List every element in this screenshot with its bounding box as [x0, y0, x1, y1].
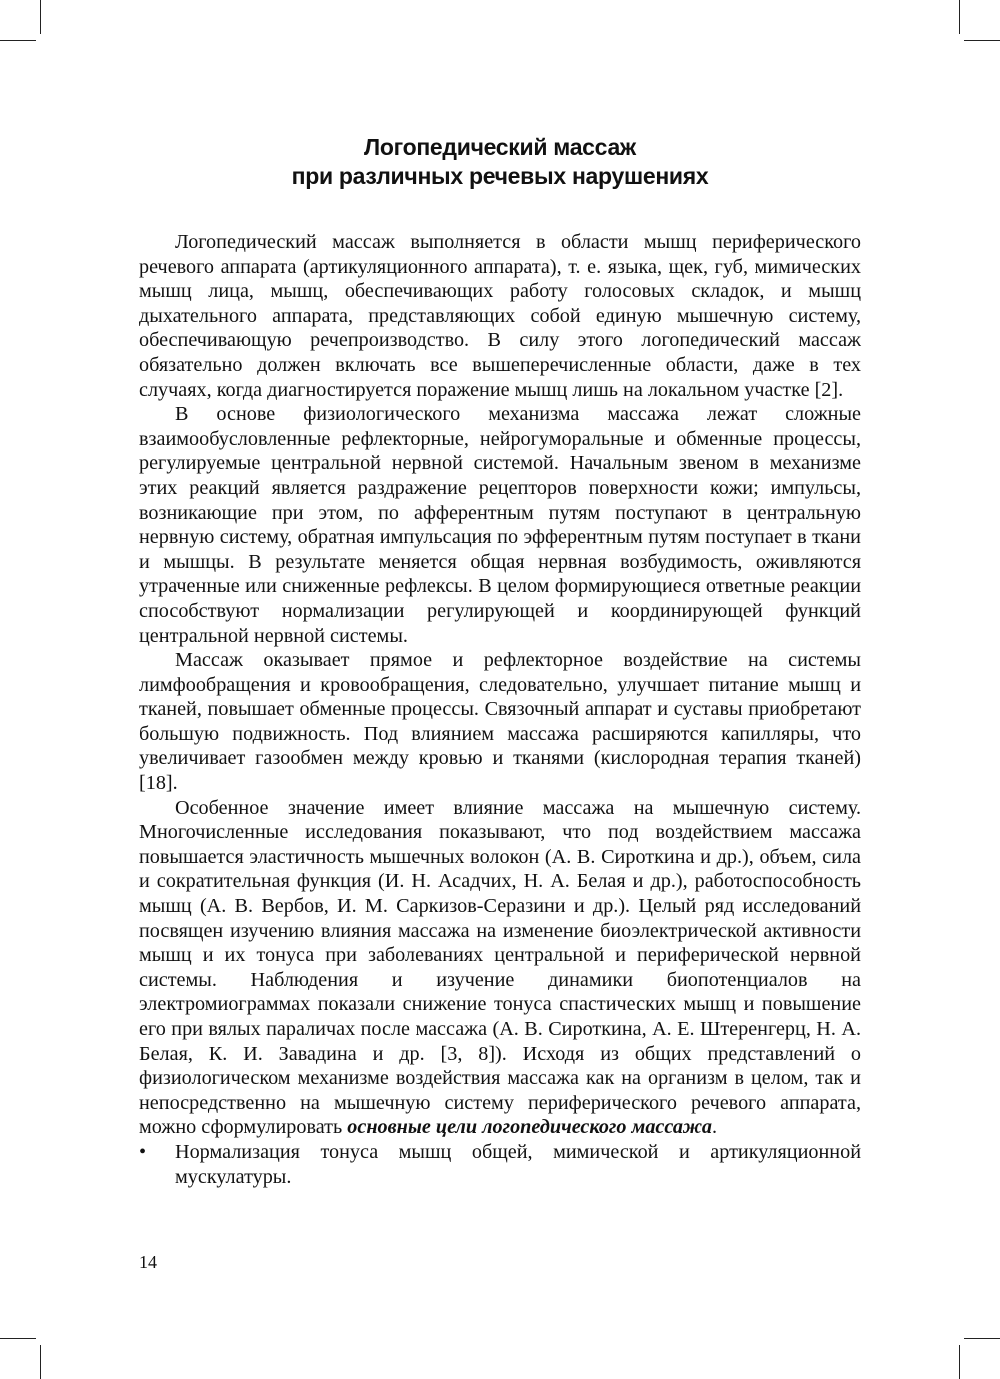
crop-mark-top-left [40, 0, 41, 34]
page-title [140, 133, 860, 191]
crop-mark-top-left-h [0, 40, 36, 41]
crop-mark-bottom-left [40, 1345, 41, 1379]
crop-mark-bottom-right [959, 1345, 960, 1379]
paragraph-end: . [711, 1116, 718, 1139]
list-item-text: Нормализация тонуса мышц общей, мимической и артикуляционной мускулатуры. [175, 1140, 861, 1188]
crop-mark-bottom-left-h [0, 1338, 36, 1339]
bullet-icon: • [139, 1140, 147, 1163]
paragraph: В основе физиологического механизма массажа лежат сложные взаимообусловленные рефлекторные, нейрогуморальные и обменные процессы, регулируемые центральной нервной системой. Начальным звеном в механизме этих реакций является раздражение рецепторов поверхности кожи; импульсы, возникающие при этом, по афферентным путям поступают в центральную нервную систему, обратная импульсация по эфферентным путям поступает в ткани и мышцы. В результате меняется общая нервная возбудимость, оживляются утраченные или сниженные рефлексы. В целом формирующиеся ответные реакции способствуют нормализации регулирующей и координирующей функций центральной нервной системы. [139, 403, 861, 647]
crop-mark-top-right-h [964, 40, 1000, 41]
goals-emphasis: основные цели логопедического массажа [347, 1116, 712, 1139]
paragraph-with-goals [139, 796, 861, 1140]
list-item [139, 1140, 861, 1189]
crop-mark-bottom-right-h [964, 1338, 1000, 1339]
body-text [139, 230, 861, 1189]
page-number: 14 [139, 1252, 157, 1272]
paragraph: Логопедический массаж выполняется в области мышц периферического речевого аппарата (артикуляционного аппарата), т. е. языка, щек, губ, мимических мышц лица, мышц, обеспечивающих работу голосовых складок, и мышц дыхательного аппарата, представляющих собой единую мышечную систему, обеспечивающую речепроизводство. В силу этого логопедический массаж обязательно должен включать все вышеперечисленные области, даже в тех случаях, когда диагностируется поражение мышц лишь на локальном участке [2]. [139, 231, 861, 401]
title-line-1: Логопедический массаж [364, 134, 636, 160]
crop-mark-top-right [959, 0, 960, 34]
paragraph: Массаж оказывает прямое и рефлекторное воздействие на системы лимфообращения и кровообращения, следовательно, улучшает питание мышц и тканей, повышает обменные процессы. Связочный аппарат и суставы приобретают большую подвижность. Под влиянием массажа расширяются капилляры, что увеличивает газообмен между кровью и тканями (кислородная терапия тканей) [18]. [139, 649, 861, 795]
paragraph-text: Особенное значение имеет влияние массажа на мышечную систему. Многочисленные исследования показывают, что под воздействием массажа повышается эластичность мышечных волокон (А. В. Сироткина и др.), объем, сила и сократительная функция (И. Н. Асадчих, Н. А. Белая и др.), работоспособность мышц (А. В. Вербов, И. М. Саркизов-Серазини и др.). Целый ряд исследований посвящен изучению влияния массажа на изменение биоэлектрической активности мышц и их тонуса при заболеваниях центральной и периферической нервной системы. Наблюдения и изучение динамики биопотенциалов на электромиограммах показали снижение тонуса спастических мышц и повышение его при вялых параличах после массажа (А. В. Сироткина, А. Е. Штеренгерц, Н. А. Белая, К. И. Завадина и др. [3, 8]). Исходя из общих представлений о физиологическом механизме воздействия массажа как на организм в целом, так и непосредственно на мышечную систему периферического речевого аппарата, можно сформулировать [139, 796, 861, 1139]
title-line-2: при различных речевых нарушениях [291, 163, 709, 189]
